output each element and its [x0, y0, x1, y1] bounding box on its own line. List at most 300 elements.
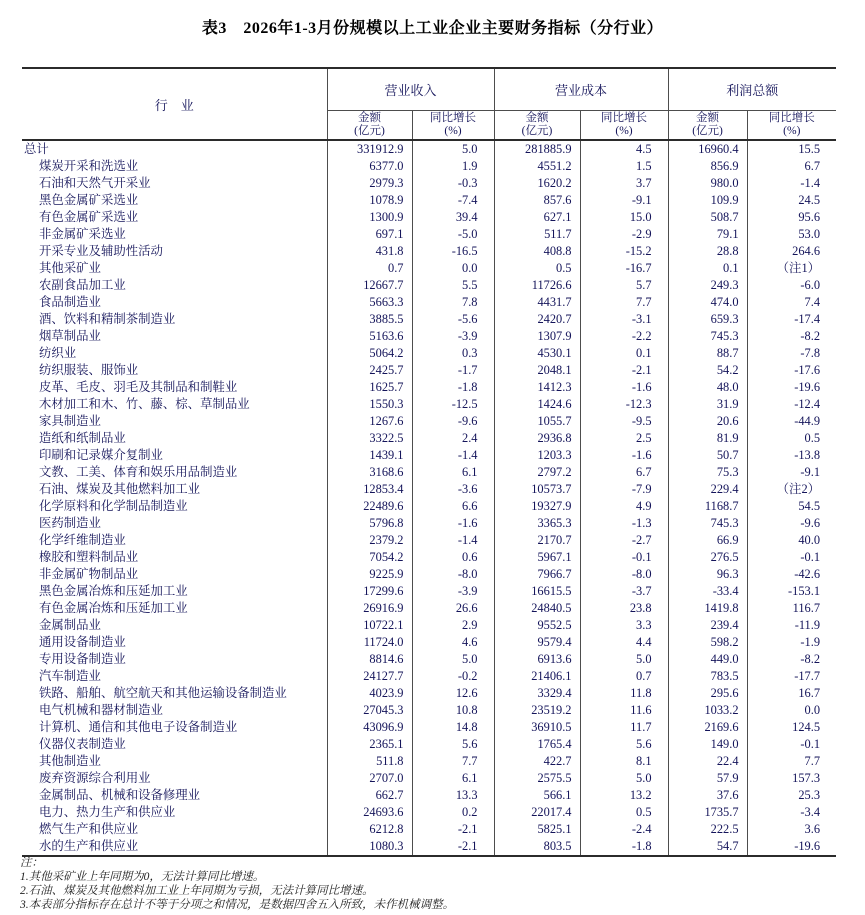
value-cell: -3.4 — [747, 804, 836, 821]
industry-cell: 造纸和纸制品业 — [39, 431, 126, 445]
value-cell: 0.1 — [668, 260, 747, 277]
value-cell: 6377.0 — [327, 158, 412, 175]
table-row — [22, 328, 836, 345]
value-cell: 5796.8 — [327, 515, 412, 532]
industry-cell: 煤炭开采和洗选业 — [39, 159, 139, 173]
value-cell: 511.8 — [327, 753, 412, 770]
value-cell: 124.5 — [747, 719, 836, 736]
value-cell: 9579.4 — [494, 634, 580, 651]
value-cell: 6913.6 — [494, 651, 580, 668]
table-header — [22, 68, 836, 140]
value-cell: 7.7 — [412, 753, 494, 770]
table-row — [22, 209, 836, 226]
value-cell: 7966.7 — [494, 566, 580, 583]
table-row — [22, 464, 836, 481]
subheader-amount-unit: (亿元) — [692, 125, 723, 137]
value-cell: 2048.1 — [494, 362, 580, 379]
subheader-revenue-growth — [412, 111, 494, 141]
value-cell: 2420.7 — [494, 311, 580, 328]
value-cell: 16.7 — [747, 685, 836, 702]
industry-cell: 纺织服装、服饰业 — [39, 363, 139, 377]
value-cell: 7.7 — [747, 753, 836, 770]
value-cell: 3168.6 — [327, 464, 412, 481]
subheader-cost-growth — [580, 111, 668, 141]
value-cell: 20.6 — [668, 413, 747, 430]
value-cell: 0.3 — [412, 345, 494, 362]
value-cell: 508.7 — [668, 209, 747, 226]
table-row — [22, 243, 836, 260]
subheader-amount-unit: (亿元) — [521, 125, 553, 137]
value-cell: 0.2 — [412, 804, 494, 821]
industry-cell: 橡胶和塑料制品业 — [39, 550, 139, 564]
value-cell: 3322.5 — [327, 430, 412, 447]
value-cell: 449.0 — [668, 651, 747, 668]
value-cell: -1.6 — [580, 447, 668, 464]
table-row — [22, 413, 836, 430]
value-cell: 6.7 — [747, 158, 836, 175]
value-cell: -153.1 — [747, 583, 836, 600]
value-cell: 8814.6 — [327, 651, 412, 668]
value-cell: 157.3 — [747, 770, 836, 787]
industry-cell: 食品制造业 — [39, 295, 101, 309]
value-cell: 3.7 — [580, 175, 668, 192]
value-cell: -12.3 — [580, 396, 668, 413]
value-cell: 408.8 — [494, 243, 580, 260]
value-cell: -17.4 — [747, 311, 836, 328]
value-cell: -1.4 — [747, 175, 836, 192]
value-cell: 1203.3 — [494, 447, 580, 464]
value-cell: 27045.3 — [327, 702, 412, 719]
value-cell: -8.0 — [580, 566, 668, 583]
value-cell: -9.6 — [747, 515, 836, 532]
industry-cell: 开采专业及辅助性活动 — [39, 244, 163, 258]
value-cell: 8.1 — [580, 753, 668, 770]
value-cell: -16.5 — [412, 243, 494, 260]
value-cell: 37.6 — [668, 787, 747, 804]
table-row — [22, 294, 836, 311]
value-cell: -3.6 — [412, 481, 494, 498]
table-row — [22, 158, 836, 175]
value-cell: 36910.5 — [494, 719, 580, 736]
value-cell: 2169.6 — [668, 719, 747, 736]
table-row — [22, 532, 836, 549]
value-cell: 2.9 — [412, 617, 494, 634]
value-cell: 53.0 — [747, 226, 836, 243]
value-cell: 5.6 — [412, 736, 494, 753]
industry-cell: 汽车制造业 — [39, 669, 101, 683]
industry-cell: 电气机械和器材制造业 — [39, 703, 163, 717]
value-cell: 0.5 — [747, 430, 836, 447]
industry-cell: 文教、工美、体育和娱乐用品制造业 — [39, 465, 238, 479]
value-cell: 1419.8 — [668, 600, 747, 617]
value-cell: 745.3 — [668, 515, 747, 532]
table-row — [22, 583, 836, 600]
value-cell: 5.0 — [412, 651, 494, 668]
industry-cell: 水的生产和供应业 — [22, 838, 327, 856]
value-cell: -2.1 — [412, 838, 494, 856]
value-cell: 66.9 — [668, 532, 747, 549]
industry-cell: 非金属矿采选业 — [39, 227, 126, 241]
value-cell: 2979.3 — [327, 175, 412, 192]
value-cell: 4530.1 — [494, 345, 580, 362]
table-row — [22, 226, 836, 243]
table-row — [22, 379, 836, 396]
value-cell: 5.6 — [580, 736, 668, 753]
value-cell: -16.7 — [580, 260, 668, 277]
value-cell: 7.4 — [747, 294, 836, 311]
value-cell: -42.6 — [747, 566, 836, 583]
value-cell: 48.0 — [668, 379, 747, 396]
footnote-label: 注： — [20, 857, 43, 869]
value-cell: 1625.7 — [327, 379, 412, 396]
table-row — [22, 175, 836, 192]
value-cell: -2.4 — [580, 821, 668, 838]
industry-cell: 金属制品、机械和设备修理业 — [39, 788, 201, 802]
value-cell: 1765.4 — [494, 736, 580, 753]
value-cell: 149.0 — [668, 736, 747, 753]
value-cell: 88.7 — [668, 345, 747, 362]
subheader-amount-label: 金额 — [696, 112, 720, 124]
table-row — [22, 770, 836, 787]
value-cell: 43096.9 — [327, 719, 412, 736]
value-cell: 276.5 — [668, 549, 747, 566]
value-cell: -1.8 — [412, 379, 494, 396]
value-cell: 3.3 — [580, 617, 668, 634]
industry-cell: 有色金属冶炼和压延加工业 — [39, 601, 188, 615]
table-row — [22, 362, 836, 379]
table-row — [22, 566, 836, 583]
value-cell: 1412.3 — [494, 379, 580, 396]
value-cell: -17.7 — [747, 668, 836, 685]
value-cell: -3.9 — [412, 328, 494, 345]
value-cell: 222.5 — [668, 821, 747, 838]
table-row — [22, 787, 836, 804]
value-cell: 24127.7 — [327, 668, 412, 685]
footnote-list — [20, 870, 454, 912]
value-cell: 10722.1 — [327, 617, 412, 634]
value-cell: 22.4 — [668, 753, 747, 770]
value-cell: 116.7 — [747, 600, 836, 617]
value-cell: -1.4 — [412, 532, 494, 549]
subheader-growth-label: 同比增长 — [430, 112, 476, 124]
table-row — [22, 140, 836, 158]
value-cell: 1.9 — [412, 158, 494, 175]
value-cell: 2797.2 — [494, 464, 580, 481]
value-cell: -5.0 — [412, 226, 494, 243]
industry-cell: 纺织业 — [39, 346, 77, 360]
industry-cell: 黑色金属冶炼和压延加工业 — [39, 584, 188, 598]
industry-cell: 石油、煤炭及其他燃料加工业 — [39, 482, 201, 496]
value-cell: 96.3 — [668, 566, 747, 583]
value-cell: 2365.1 — [327, 736, 412, 753]
industry-cell: 有色金属矿采选业 — [39, 210, 139, 224]
value-cell: 1300.9 — [327, 209, 412, 226]
value-cell: -2.1 — [580, 362, 668, 379]
financial-indicators-table — [22, 67, 836, 857]
table-row — [22, 651, 836, 668]
value-cell: -3.1 — [580, 311, 668, 328]
value-cell: 1078.9 — [327, 192, 412, 209]
value-cell: 627.1 — [494, 209, 580, 226]
table-row — [22, 600, 836, 617]
value-cell: -8.2 — [747, 328, 836, 345]
value-cell: 1550.3 — [327, 396, 412, 413]
value-cell: 2.4 — [412, 430, 494, 447]
value-cell: 22017.4 — [494, 804, 580, 821]
subheader-amount-unit: (亿元) — [354, 125, 385, 137]
value-cell: 23519.2 — [494, 702, 580, 719]
value-cell: 23.8 — [580, 600, 668, 617]
table-row — [22, 192, 836, 209]
value-cell: 431.8 — [327, 243, 412, 260]
value-cell: 422.7 — [494, 753, 580, 770]
industry-cell: 废弃资源综合利用业 — [39, 771, 151, 785]
value-cell: 0.6 — [412, 549, 494, 566]
value-cell: 54.2 — [668, 362, 747, 379]
table-row — [22, 753, 836, 770]
industry-cell: 化学原料和化学制品制造业 — [39, 499, 188, 513]
value-cell: 24.5 — [747, 192, 836, 209]
value-cell: -1.3 — [580, 515, 668, 532]
industry-cell: 黑色金属矿采选业 — [39, 193, 139, 207]
value-cell: 0.7 — [580, 668, 668, 685]
value-cell: 54.5 — [747, 498, 836, 515]
value-cell: 4023.9 — [327, 685, 412, 702]
value-cell: 662.7 — [327, 787, 412, 804]
industry-cell: 金属制品业 — [39, 618, 101, 632]
industry-cell: 计算机、通信和其他电子设备制造业 — [39, 720, 238, 734]
value-cell: -7.4 — [412, 192, 494, 209]
value-cell: 1055.7 — [494, 413, 580, 430]
industry-cell: 专用设备制造业 — [39, 652, 126, 666]
industry-cell: 仪器仪表制造业 — [39, 737, 126, 751]
value-cell: 11.7 — [580, 719, 668, 736]
footnote-item: 1.其他采矿业上年同期为0，无法计算同比增速。 — [20, 871, 265, 883]
value-cell: 6.7 — [580, 464, 668, 481]
value-cell: -2.9 — [580, 226, 668, 243]
value-cell: 10573.7 — [494, 481, 580, 498]
value-cell: 0.5 — [580, 804, 668, 821]
value-cell: 659.3 — [668, 311, 747, 328]
value-cell: 1620.2 — [494, 175, 580, 192]
footnotes — [20, 856, 454, 912]
value-cell: 511.7 — [494, 226, 580, 243]
industry-cell: 皮革、毛皮、羽毛及其制品和制鞋业 — [39, 380, 238, 394]
subheader-growth-label: 同比增长 — [601, 112, 648, 124]
industry-column-header: 行 业 — [22, 68, 327, 140]
value-cell: 6.1 — [412, 770, 494, 787]
value-cell: 11726.6 — [494, 277, 580, 294]
industry-cell: 木材加工和木、竹、藤、棕、草制品业 — [39, 397, 250, 411]
value-cell: 5.7 — [580, 277, 668, 294]
subheader-revenue-amount — [327, 111, 412, 141]
value-cell: 81.9 — [668, 430, 747, 447]
table-row — [22, 311, 836, 328]
table-row — [22, 617, 836, 634]
value-cell: 7054.2 — [327, 549, 412, 566]
value-cell: -17.6 — [747, 362, 836, 379]
table-row — [22, 515, 836, 532]
value-cell: 15.5 — [747, 140, 836, 158]
subheader-profit-growth — [747, 111, 836, 141]
value-cell: -19.6 — [747, 838, 836, 856]
value-cell: -1.6 — [412, 515, 494, 532]
value-cell: -7.9 — [580, 481, 668, 498]
value-cell: 4.4 — [580, 634, 668, 651]
industry-cell: 农副食品加工业 — [39, 278, 126, 292]
value-cell: -3.7 — [580, 583, 668, 600]
value-cell: 79.1 — [668, 226, 747, 243]
value-cell: 4551.2 — [494, 158, 580, 175]
value-cell: -2.1 — [412, 821, 494, 838]
subheader-growth-unit: (%) — [444, 125, 462, 137]
table-row — [22, 634, 836, 651]
industry-cell: 酒、饮料和精制茶制造业 — [39, 312, 176, 326]
value-cell: 3365.3 — [494, 515, 580, 532]
subheader-cost-amount — [494, 111, 580, 141]
value-cell: 0.1 — [580, 345, 668, 362]
industry-cell: 电力、热力生产和供应业 — [39, 805, 176, 819]
value-cell: -0.2 — [412, 668, 494, 685]
value-cell: -1.6 — [580, 379, 668, 396]
value-cell: 803.5 — [494, 838, 580, 856]
value-cell: 17299.6 — [327, 583, 412, 600]
value-cell: -0.1 — [747, 549, 836, 566]
value-cell: -12.5 — [412, 396, 494, 413]
value-cell: 13.3 — [412, 787, 494, 804]
group-header-profit: 利润总额 — [668, 68, 836, 111]
value-cell: 0.0 — [747, 702, 836, 719]
value-cell: 295.6 — [668, 685, 747, 702]
industry-cell: 家具制造业 — [39, 414, 101, 428]
subheader-amount-label: 金额 — [358, 112, 381, 124]
value-cell: 7.7 — [580, 294, 668, 311]
value-cell: 5825.1 — [494, 821, 580, 838]
value-cell: -15.2 — [580, 243, 668, 260]
value-cell: 331912.9 — [327, 140, 412, 158]
value-cell: -8.2 — [747, 651, 836, 668]
table-row — [22, 719, 836, 736]
value-cell: 0.5 — [494, 260, 580, 277]
value-cell: 697.1 — [327, 226, 412, 243]
value-cell: 19327.9 — [494, 498, 580, 515]
value-cell: -2.7 — [580, 532, 668, 549]
value-cell: -6.0 — [747, 277, 836, 294]
value-cell: 12853.4 — [327, 481, 412, 498]
value-cell: 13.2 — [580, 787, 668, 804]
value-cell: 5.0 — [412, 140, 494, 158]
value-cell: 11.6 — [580, 702, 668, 719]
value-cell: 2425.7 — [327, 362, 412, 379]
page-title: 表3 2026年1-3月份规模以上工业企业主要财务指标（分行业） — [201, 20, 664, 37]
value-cell: -0.1 — [580, 549, 668, 566]
table-row — [22, 345, 836, 362]
value-cell: 1307.9 — [494, 328, 580, 345]
value-cell: 25.3 — [747, 787, 836, 804]
value-cell: 5.5 — [412, 277, 494, 294]
value-cell: 9552.5 — [494, 617, 580, 634]
value-cell: -13.8 — [747, 447, 836, 464]
value-cell: 16960.4 — [668, 140, 747, 158]
value-cell: 2936.8 — [494, 430, 580, 447]
value-cell: 1080.3 — [327, 838, 412, 856]
value-cell: 31.9 — [668, 396, 747, 413]
value-cell: 10.8 — [412, 702, 494, 719]
table-row — [22, 838, 836, 856]
value-cell: 5163.6 — [327, 328, 412, 345]
value-cell: 12667.7 — [327, 277, 412, 294]
value-cell: 1735.7 — [668, 804, 747, 821]
industry-cell: 燃气生产和供应业 — [39, 822, 139, 836]
value-cell: 95.6 — [747, 209, 836, 226]
value-cell: 0.7 — [327, 260, 412, 277]
table-row — [22, 396, 836, 413]
table-row — [22, 498, 836, 515]
value-cell: -7.8 — [747, 345, 836, 362]
value-cell: 2170.7 — [494, 532, 580, 549]
value-cell: 2707.0 — [327, 770, 412, 787]
value-cell: 2.5 — [580, 430, 668, 447]
industry-cell: 化学纤维制造业 — [39, 533, 126, 547]
value-cell: -44.9 — [747, 413, 836, 430]
table-body — [22, 140, 836, 856]
value-cell: （注2） — [747, 481, 836, 498]
value-cell: -1.4 — [412, 447, 494, 464]
footnote-item: 2.石油、煤炭及其他燃料加工业上年同期为亏损，无法计算同比增速。 — [20, 885, 374, 897]
value-cell: -9.5 — [580, 413, 668, 430]
group-header-row — [22, 68, 836, 111]
value-cell: 3885.5 — [327, 311, 412, 328]
group-header-revenue: 营业收入 — [327, 68, 494, 111]
table-row — [22, 447, 836, 464]
value-cell: 54.7 — [668, 838, 747, 856]
table-row — [22, 736, 836, 753]
value-cell: 4.6 — [412, 634, 494, 651]
value-cell: 239.4 — [668, 617, 747, 634]
value-cell: 6212.8 — [327, 821, 412, 838]
value-cell: 22489.6 — [327, 498, 412, 515]
value-cell: 4.9 — [580, 498, 668, 515]
value-cell: -0.1 — [747, 736, 836, 753]
value-cell: 249.3 — [668, 277, 747, 294]
value-cell: -2.2 — [580, 328, 668, 345]
value-cell: 15.0 — [580, 209, 668, 226]
value-cell: -33.4 — [668, 583, 747, 600]
value-cell: 57.9 — [668, 770, 747, 787]
value-cell: 566.1 — [494, 787, 580, 804]
table-row — [22, 260, 836, 277]
value-cell: 1424.6 — [494, 396, 580, 413]
table-row — [22, 430, 836, 447]
value-cell: 28.8 — [668, 243, 747, 260]
value-cell: 856.9 — [668, 158, 747, 175]
industry-cell: 其他采矿业 — [39, 261, 101, 275]
table-row — [22, 821, 836, 838]
value-cell: 5064.2 — [327, 345, 412, 362]
value-cell: 6.1 — [412, 464, 494, 481]
value-cell: 3.6 — [747, 821, 836, 838]
footnote-item: 3.本表部分指标存在总计不等于分项之和情况，是数据四舍五入所致，未作机械调整。 — [20, 899, 455, 911]
value-cell: -1.7 — [412, 362, 494, 379]
value-cell: 5663.3 — [327, 294, 412, 311]
subheader-amount-label: 金额 — [525, 112, 549, 124]
industry-cell: 通用设备制造业 — [39, 635, 126, 649]
value-cell: 745.3 — [668, 328, 747, 345]
value-cell: -9.1 — [747, 464, 836, 481]
table-row — [22, 277, 836, 294]
value-cell: 11724.0 — [327, 634, 412, 651]
value-cell: 474.0 — [668, 294, 747, 311]
